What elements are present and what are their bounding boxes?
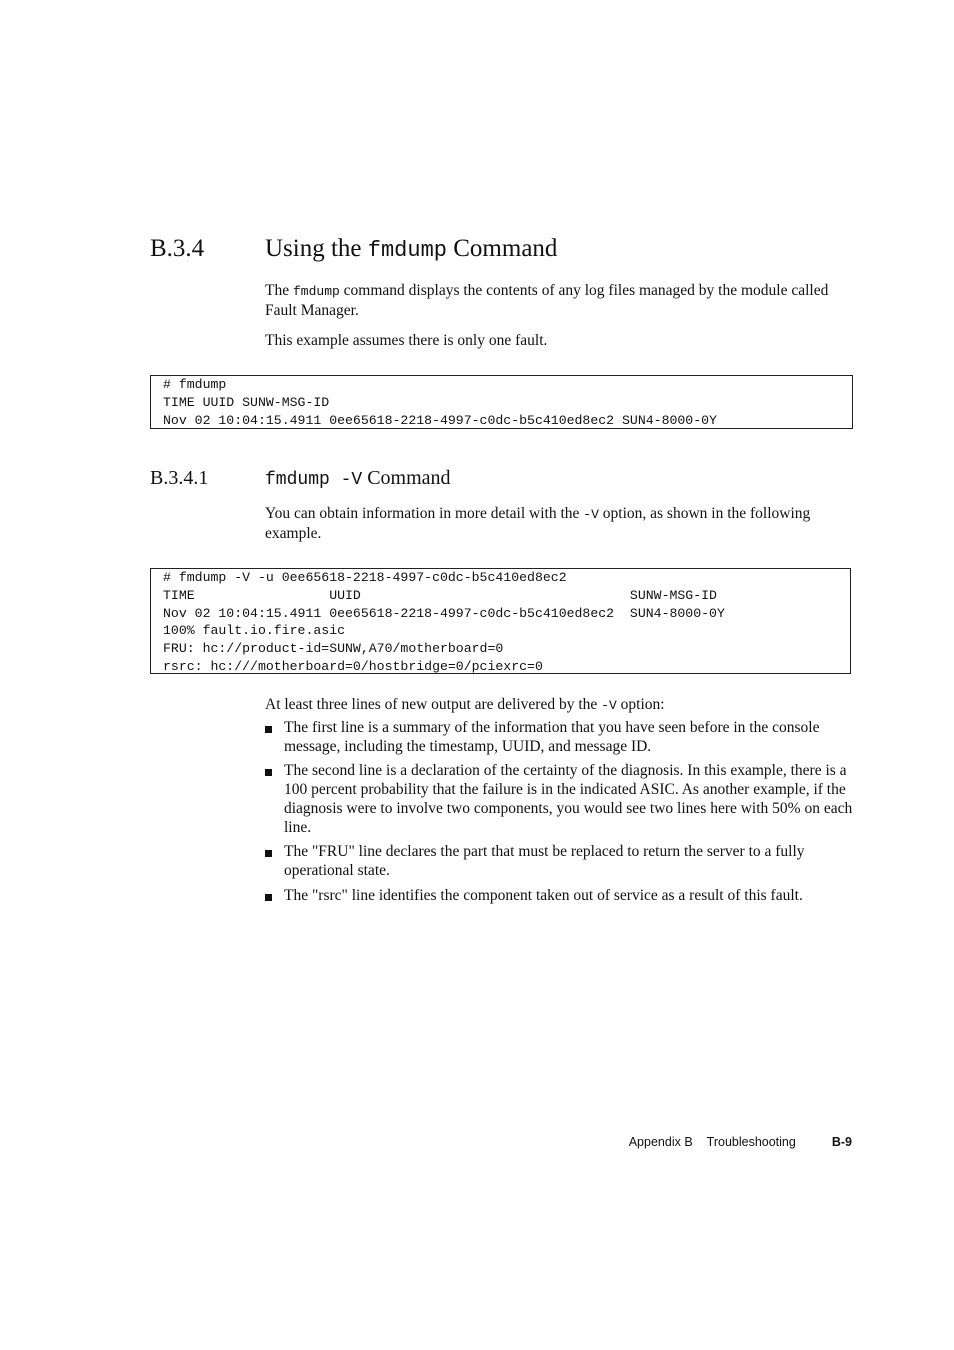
section-title-text: Using the: [265, 235, 368, 262]
section-intro: [265, 281, 855, 320]
bullet-list: [265, 719, 855, 911]
subsection-intro: [265, 504, 855, 543]
subsection-intro-code: -V: [583, 507, 599, 522]
bullet-square-icon: [265, 894, 272, 901]
code-block: # fmdump -V -u 0ee65618-2218-4997-c0dc-b5c410ed8ec2 TIME UUID SUNW-MSG-ID Nov 02 10:04:15.4911 0ee65618-2218-4997-c0dc-b5c410ed8ec2 SUN4-8000-0Y 100% fault.io.fire.asic FRU: hc://product-id=SUNW,A70/motherboard=0 rsrc: hc:///motherboard=0/hostbridge=0/pciexrc=0: [163, 570, 725, 674]
subsection-intro-rest: option, as shown in the following example.: [265, 505, 811, 542]
assumption-paragraph: This example assumes there is only one fault.: [265, 332, 548, 349]
output-intro-code: -V: [601, 698, 617, 713]
section-number: B.3.4: [150, 235, 205, 262]
code-example-fmdump: [150, 375, 853, 429]
list-item-text: The first line is a summary of the information that you have seen before in the console message, including the timestamp, UUID, and message ID.: [284, 719, 820, 755]
code-block: # fmdump TIME UUID SUNW-MSG-ID Nov 02 10:04:15.4911 0ee65618-2218-4997-c0dc-b5c410ed8ec2 SUN4-8000-0Y: [163, 377, 717, 428]
subsection-intro-text: You can obtain information in more detail with the: [265, 505, 584, 522]
subsection-title-suffix: Command: [362, 467, 451, 489]
list-item: [265, 719, 855, 756]
section-title-code: fmdump: [367, 238, 447, 263]
page-footer: [629, 1134, 852, 1150]
bullet-square-icon: [265, 726, 272, 733]
footer-chapter: Troubleshooting: [706, 1135, 796, 1149]
bullet-square-icon: [265, 850, 272, 857]
output-intro-rest: option:: [616, 696, 665, 713]
section-title-suffix: Command: [447, 235, 558, 262]
list-item: [265, 843, 855, 880]
section-intro-text: The: [265, 282, 293, 299]
bullet-square-icon: [265, 769, 272, 776]
list-item-text: The "FRU" line declares the part that must be replaced to return the server to a fully operational state.: [284, 843, 805, 879]
list-item: [265, 762, 855, 837]
section-title: [265, 233, 557, 267]
subsection-number: B.3.4.1: [150, 467, 209, 489]
subsection-title: [265, 465, 451, 493]
list-item-text: The second line is a declaration of the certainty of the diagnosis. In this example, there is a 100 percent probability that the failure is in the indicated ASIC. As another example, if the diagnosis were to involve two components, you would see two lines here with 50% on each line.: [284, 762, 853, 836]
list-item: [265, 887, 855, 906]
subsection-title-code: fmdump -V: [265, 470, 363, 490]
page-number: B-9: [831, 1135, 852, 1149]
section-intro-code: fmdump: [292, 284, 340, 299]
footer-appendix: Appendix B: [628, 1135, 693, 1149]
list-item-text: The "rsrc" line identifies the component taken out of service as a result of this fault.: [284, 886, 803, 904]
section-intro-rest: command displays the contents of any log files managed by the module called Fault Manager.: [265, 282, 829, 319]
code-example-fmdump-v: [150, 568, 851, 674]
output-intro: [265, 695, 855, 715]
output-intro-text: At least three lines of new output are delivered by the: [265, 696, 602, 713]
